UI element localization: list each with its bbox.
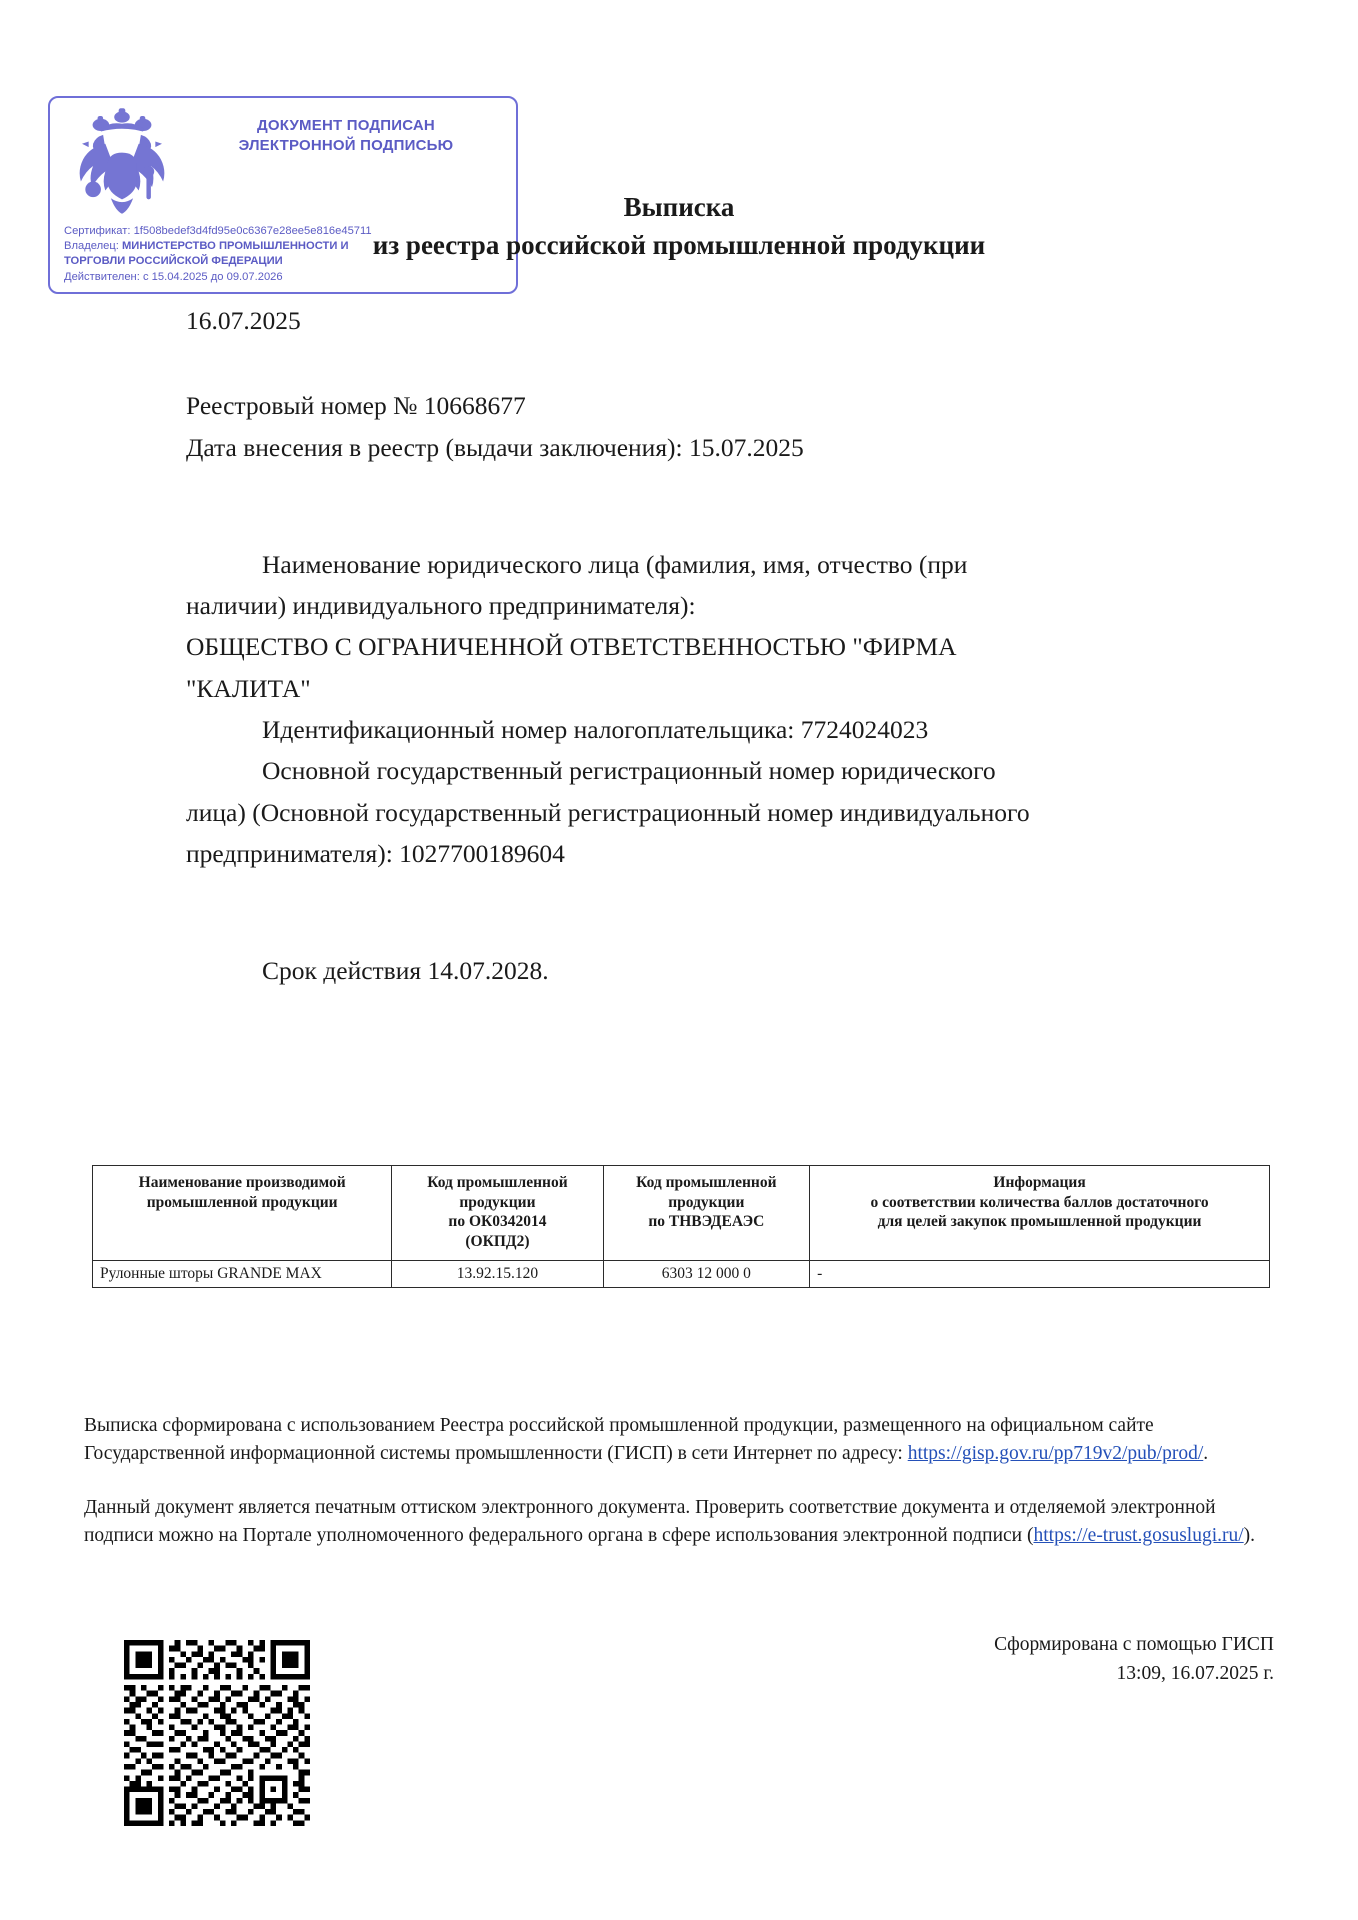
signature-certificate-label: Сертификат: <box>64 225 131 237</box>
document-date: 16.07.2025 <box>186 306 301 335</box>
document-body <box>186 300 1282 992</box>
table-header-tnved <box>603 1166 810 1261</box>
generated-by-line2: 13:09, 16.07.2025 г. <box>1116 1663 1274 1685</box>
note2-text: Данный документ является печатным оттиском электронного документа. Проверить соответствие документа и отделяемой электронной подписи можно на Портале уполномоченного федерального органа в сфере использования электронной подписи ( <box>84 1497 1216 1547</box>
header-col2-line3: по ОК0342014 <box>448 1213 547 1231</box>
signature-heading-line2: ЭЛЕКТРОННОЙ ПОДПИСЬЮ <box>238 136 454 154</box>
registry-number: Реестровый номер № 10668677 <box>186 391 526 421</box>
signature-validity-line <box>64 270 506 285</box>
page-title <box>0 188 1358 268</box>
header-col4-line2: о соответствии количества баллов достаточного <box>870 1193 1209 1211</box>
product-table <box>92 1165 1270 1288</box>
cell-tnved: 6303 12 000 0 <box>603 1261 810 1288</box>
signature-heading <box>190 116 502 156</box>
table-header-okpd2 <box>392 1166 603 1261</box>
header-col3-line3: по ТНВЭДЕАЭС <box>648 1213 765 1231</box>
table-header-info <box>810 1166 1270 1261</box>
footer-notes <box>84 1412 1274 1550</box>
note2-tail: ). <box>1243 1525 1256 1547</box>
header-col3-line2: продукции <box>668 1193 745 1211</box>
signature-owner-value-line1: МИНИСТЕРСТВО ПРОМЫШЛЕННОСТИ И <box>121 240 349 253</box>
generated-by-line1: Сформирована с помощью ГИСП <box>994 1634 1274 1655</box>
header-col2-line2: продукции <box>459 1193 536 1211</box>
signature-certificate-value: 1f508bedef3d4fd95e0c6367e28ee5e816e45711 <box>133 225 372 237</box>
page-title-line1: Выписка <box>623 192 735 222</box>
entity-name-label-line2: наличии) индивидуального предпринимателя): <box>186 591 696 621</box>
header-col4-line1: Информация <box>993 1174 1086 1191</box>
note-signature-verification <box>84 1494 1274 1550</box>
entity-ogrn-line1: Основной государственный регистрационный номер юридического <box>262 756 996 786</box>
note1-tail: . <box>1203 1443 1209 1465</box>
table-header-row <box>93 1166 1270 1261</box>
entity-validity-term: Срок действия 14.07.2028. <box>262 956 549 986</box>
product-table-head <box>93 1166 1270 1261</box>
entity-name-value-line1: ОБЩЕСТВО С ОГРАНИЧЕННОЙ ОТВЕТСТВЕННОСТЬЮ "ФИРМА <box>186 632 957 662</box>
entity-ogrn-line2: лица) (Основной государственный регистрационный номер индивидуального <box>186 797 1030 827</box>
header-col3-line1: Код промышленной <box>636 1174 777 1191</box>
header-col2-line1: Код промышленной <box>427 1174 568 1191</box>
entity-name-label-line1: Наименование юридического лица (фамилия, имя, отчество (при <box>262 549 968 579</box>
header-col1-line2: промышленной продукции <box>146 1193 338 1211</box>
signature-validity-value: с 15.04.2025 до 09.07.2026 <box>142 270 283 283</box>
signature-owner-value-line2: ТОРГОВЛИ РОССИЙСКОЙ ФЕДЕРАЦИИ <box>64 255 283 268</box>
registry-entry-date: Дата внесения в реестр (выдачи заключения): 15.07.2025 <box>186 432 804 462</box>
header-col4-line3: для целей закупок промышленной продукции <box>877 1213 1202 1231</box>
page-title-line2: из реестра российской промышленной продукции <box>372 230 986 261</box>
header-col1-line1: Наименование производимой <box>138 1174 346 1191</box>
gisp-portal-link[interactable]: https://gisp.gov.ru/pp719v2/pub/prod/ <box>907 1443 1204 1465</box>
table-header-product-name <box>93 1166 392 1261</box>
signature-owner-label: Владелец: <box>64 240 119 253</box>
entity-name-value-line2: "КАЛИТА" <box>186 673 311 703</box>
cell-info: - <box>810 1261 1270 1288</box>
note1-text: Выписка сформирована с использованием Реестра российской промышленной продукции, размещенного на официальном сайте Государственной информационной системы промышленности (ГИСП) в сети Интернет по адресу: <box>84 1415 1154 1465</box>
signature-validity-label: Действителен: <box>64 270 140 283</box>
table-row <box>93 1261 1270 1288</box>
qr-code-icon <box>124 1640 310 1826</box>
cell-product-name: Рулонные шторы GRANDE MAX <box>93 1261 392 1288</box>
generated-by-block <box>994 1630 1274 1689</box>
cell-okpd2: 13.92.15.120 <box>392 1261 603 1288</box>
product-table-body <box>93 1261 1270 1288</box>
entity-ogrn-line3: предпринимателя): 1027700189604 <box>186 838 565 868</box>
entity-inn: Идентификационный номер налогоплательщика: 7724024023 <box>262 715 929 745</box>
header-col2-line4: (ОКПД2) <box>465 1232 530 1250</box>
signature-heading-line1: ДОКУМЕНТ ПОДПИСАН <box>257 117 435 134</box>
e-trust-portal-link[interactable]: https://e-trust.gosuslugi.ru/ <box>1033 1525 1244 1547</box>
note-registry-source <box>84 1412 1274 1468</box>
